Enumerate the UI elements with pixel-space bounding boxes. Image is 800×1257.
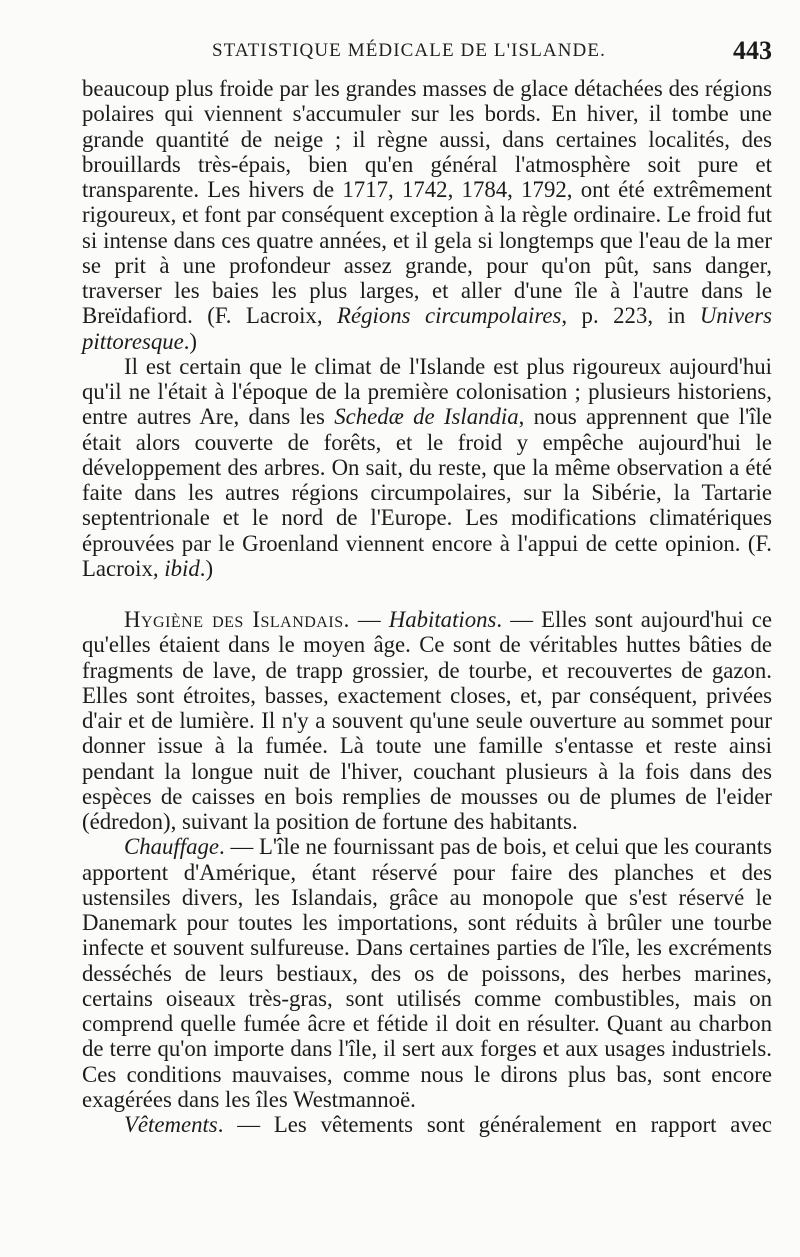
running-title: STATISTIQUE MÉDICALE DE L'ISLANDE. bbox=[212, 40, 606, 61]
citation-ibid: ibid bbox=[164, 555, 200, 581]
subheading-vetements: Vêtements bbox=[124, 1112, 218, 1137]
paragraph-text: . — Les vêtements sont généralement en rapport avec bbox=[217, 1112, 772, 1137]
paragraph-text: Il est certain que le climat de l'Islande est plus rigoureux aujourd'hui qu'il ne l'était à l'époque de la première colonisation ; plusieurs historiens, entre autres Are, dans les bbox=[82, 353, 772, 430]
page-number: 443 bbox=[733, 36, 772, 65]
paragraph-habitations bbox=[82, 607, 772, 834]
paragraph-text: — bbox=[349, 607, 389, 632]
book-title-schedae: Schedæ de Islandia bbox=[334, 404, 519, 430]
book-title-regions-circumpolaires: Régions circumpolaires bbox=[337, 303, 562, 329]
paragraph-text: beaucoup plus froide par les grandes masses de glace détachées des régions polaires qui viennent s'accumuler sur les bords. En hiver, il tombe une grande quantité de neige ; il règne aussi, dans certaines localités, des brouillards très-épais, bien qu'en général l'atmosphère soit pure et transparente. Les hivers de 1717, 1742, 1784, 1792, ont été extrêmement rigoureux, et font par conséquent exception à la règle ordinaire. Le froid fut si intense dans ces quatre années, et il gela si longtemps que l'eau de la mer se prit à une profondeur assez grande, pour qu'on pût, sans danger, traverser les baies les plus larges, et aller d'une île à l'autre dans le Breïdafiord. (F. Lacroix, bbox=[82, 76, 772, 329]
paragraph-text: .) bbox=[183, 328, 198, 354]
paragraph-text: . — Elles sont aujourd'hui ce qu'elles étaient dans le moyen âge. Ce sont de véritables huttes bâties de fragments de lave, de trapp grossier, de tourbe, et recouvertes de gazon. Elles sont étroites, basses, exactement closes, et, par conséquent, privées d'air et de lumière. Il n'y a souvent qu'une seule ouverture au sommet pour donner issue à la fumée. Là toute une famille s'entasse et reste ainsi pendant la longue nuit de l'hiver, couchant plusieurs à la fois dans des espèces de caisses en bois remplies de mousses ou de plumes de l'eider (édredon), suivant la position de fortune des habitants. bbox=[82, 607, 772, 834]
paragraph-chauffage bbox=[82, 834, 772, 1112]
paragraph-climate-cold bbox=[82, 76, 772, 354]
book-title-univers-pittoresque: Univers pittoresque bbox=[82, 303, 772, 354]
paragraph-vetements bbox=[82, 1112, 772, 1137]
paragraph-text: .) bbox=[199, 555, 214, 581]
paragraph-climate-history bbox=[82, 354, 772, 581]
paragraph-text: , p. 223, in bbox=[561, 303, 700, 329]
subheading-habitations: Habitations bbox=[388, 607, 497, 632]
running-head bbox=[82, 38, 772, 68]
section-gap bbox=[82, 581, 772, 607]
paragraph-text: . — L'île ne fournissant pas de bois, et celui que les courants apportent d'Amérique, étant réservé pour faire des planches et des ustensiles divers, les Islandais, grâce au monopole que s'est réservé le Danemark pour toutes les importations, sont réduits à brûler une tourbe infecte et souvent sulfureuse. Dans certaines parties de l'île, les excréments desséchés de leurs bestiaux, des os de poissons, des herbes marines, certains oiseaux très-gras, sont utilisés comme combustibles, mais on comprend quelle fumée âcre et fétide il doit en résulter. Quant au charbon de terre qu'on importe dans l'île, il sert aux forges et aux usages industriels. Ces conditions mauvaises, comme nous le dirons plus bas, sont encore exagérées dans les îles Westmannoë. bbox=[82, 834, 772, 1112]
section-heading-hygiene: Hygiène des Islandais. bbox=[124, 607, 350, 632]
subheading-chauffage: Chauffage bbox=[124, 834, 219, 860]
body-text bbox=[82, 76, 772, 1137]
paragraph-text: , nous apprennent que l'île était alors couverte de forêts, et le froid y empêche aujourd'hui le développement des arbres. On sait, du reste, que la même observation a été faite dans les autres régions circumpolaires, sur la Sibérie, la Tartarie septentrionale et le nord de l'Europe. Les modifications climatériques éprouvées par le Groenland viennent encore à l'appui de cette opinion. (F. Lacroix, bbox=[82, 404, 773, 581]
